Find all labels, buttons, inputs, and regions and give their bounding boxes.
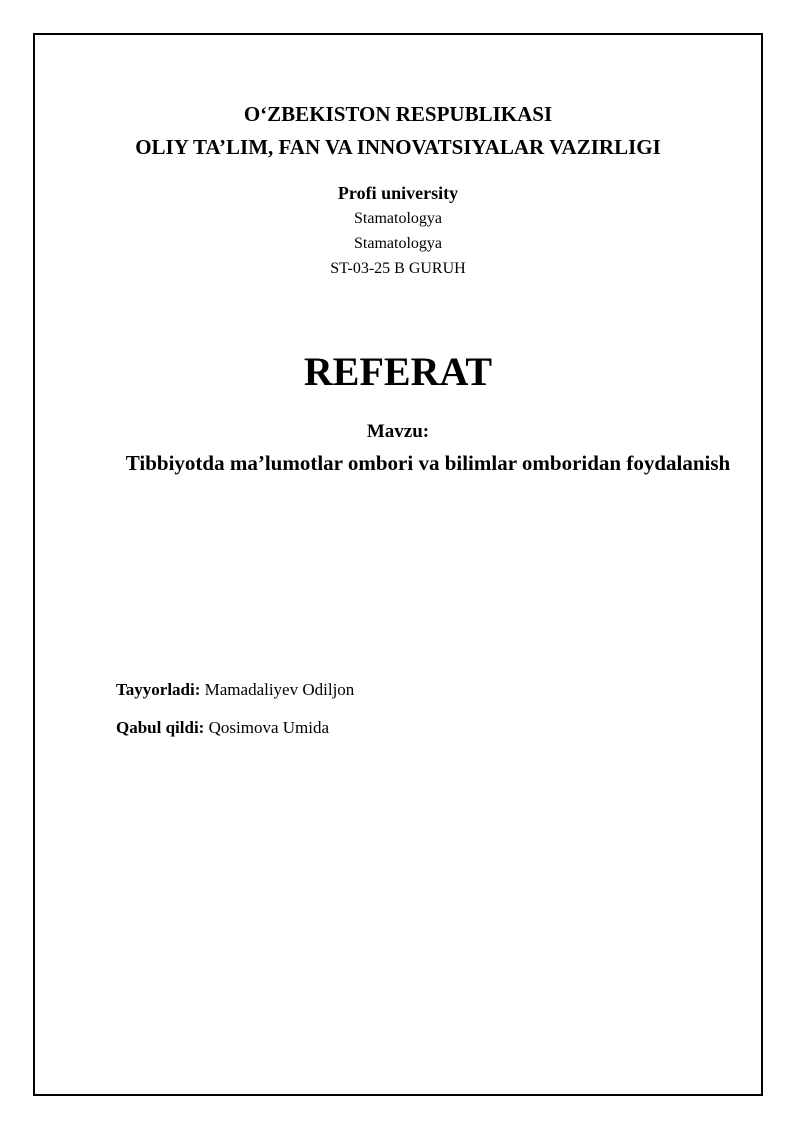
country-title: O‘ZBEKISTON RESPUBLIKASI [243,102,553,126]
accepted-by-name: Qosimova Umida [208,718,330,737]
group-name: ST-03-25 B GURUH [330,260,466,277]
prepared-by-label: Tayyorladi: [116,680,201,699]
document-type-title: REFERAT [303,349,493,394]
university-name: Profi university [337,183,459,203]
topic-title: Tibbiyotda ma’lumotlar ombori va bilimlar omboridan foydalanish [125,451,731,475]
topic-label: Mavzu: [366,421,430,442]
faculty-name: Stamatologya [354,210,442,227]
accepted-by-line [116,716,329,740]
header-block [33,98,763,164]
prepared-by-line [116,678,354,702]
ministry-title: OLIY TA’LIM, FAN VA INNOVATSIYALAR VAZIRLIGI [135,135,661,159]
accepted-by-label: Qabul qildi: [116,718,205,737]
specialty-name: Stamatologya [354,235,442,252]
prepared-by-name: Mamadaliyev Odiljon [204,680,355,699]
